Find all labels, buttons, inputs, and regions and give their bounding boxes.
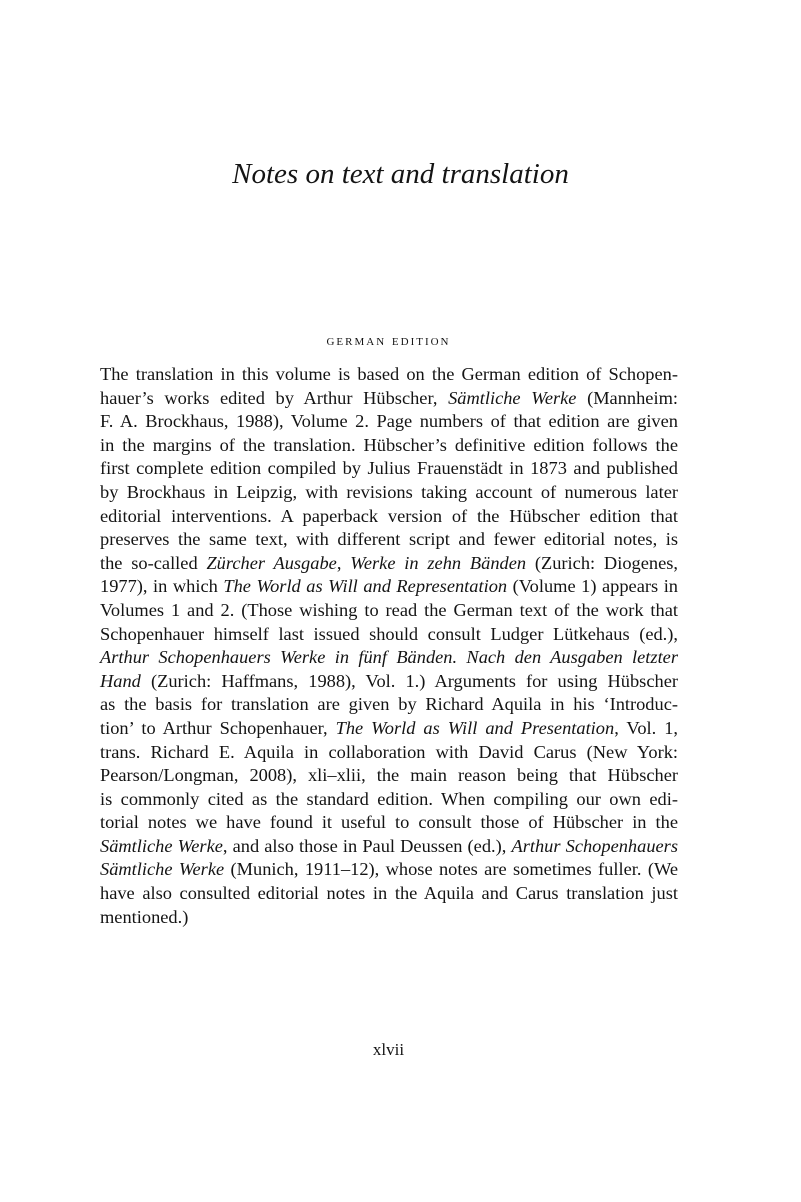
- text-run: The translation in this volume is based on the German edition of Schopen-: [100, 364, 678, 384]
- italic-title-text: Zürcher Ausgabe: [206, 552, 337, 573]
- text-run: by Brockhaus in Leipzig, with revisions taking account of numerous later: [100, 481, 678, 502]
- text-line: [100, 552, 678, 576]
- page-title: Notes on text and translation: [232, 158, 569, 190]
- italic-title-text: The World as Will and Presentation: [335, 717, 615, 738]
- text-run: editorial interventions. A paperback version of the Hübscher edition that: [100, 505, 678, 526]
- text-run: torial notes we have found it useful to consult those of Hübscher in the: [100, 812, 678, 833]
- text-run: trans. Richard E. Aquila in collaboration with David Carus (New York:: [100, 741, 678, 762]
- text-run: Schopenhauer himself last issued should consult Ludger Lütkehaus (ed.),: [100, 623, 678, 644]
- italic-title-text: Arthur Schopenhauers Werke in fünf Bänden. Nach den Ausgaben letzter: [100, 647, 678, 668]
- text-run: , Vol. 1,: [614, 717, 678, 738]
- text-line: [100, 623, 678, 647]
- text-line: [100, 741, 678, 765]
- text-line: [100, 481, 678, 505]
- text-line: [100, 505, 678, 529]
- text-line: [100, 788, 678, 812]
- italic-title-text: Sämtliche Werke: [100, 835, 223, 856]
- italic-title-text: Sämtliche Werke: [100, 859, 225, 880]
- text-run: F. A. Brockhaus, 1988), Volume 2. Page numbers of that edition are given: [100, 411, 678, 432]
- page-number: xlvii: [372, 1040, 405, 1059]
- italic-title-text: Werke in zehn Bänden: [350, 552, 527, 573]
- text-line: [100, 410, 678, 434]
- text-line: [100, 764, 678, 788]
- text-line: [100, 835, 678, 859]
- text-run: , and also those in Paul Deussen (ed.),: [222, 835, 512, 856]
- text-line: [100, 693, 678, 717]
- text-run: as the basis for translation are given by Richard Aquila in his ‘Introduc-: [100, 694, 678, 715]
- body-paragraph: [100, 363, 678, 929]
- text-run: 1977), in which: [100, 576, 224, 597]
- text-run: Volumes 1 and 2. (Those wishing to read the German text of the work that: [100, 599, 678, 620]
- text-line: [100, 528, 678, 552]
- italic-title-text: Hand: [100, 670, 141, 691]
- text-line: [100, 811, 678, 835]
- italic-title-text: Arthur Schopenhauers: [511, 835, 678, 856]
- text-run: ,: [336, 552, 351, 573]
- text-run: (Zurich: Diogenes,: [526, 552, 678, 573]
- text-run: Pearson/Longman, 2008), xli–xlii, the main reason being that Hübscher: [100, 765, 678, 786]
- text-run: (Mannheim:: [576, 387, 678, 408]
- text-line: [100, 906, 678, 930]
- text-line: [100, 387, 678, 411]
- text-run: tion’ to Arthur Schopenhauer,: [100, 717, 336, 738]
- text-line: [100, 717, 678, 741]
- text-line: [100, 670, 678, 694]
- text-run: mentioned.): [100, 906, 189, 927]
- text-line: [100, 575, 678, 599]
- text-run: preserves the same text, with different script and fewer editorial notes, is: [100, 529, 678, 550]
- text-line: [100, 457, 678, 481]
- text-run: (Munich, 1911–12), whose notes are sometimes fuller. (We: [224, 859, 678, 880]
- text-line: [100, 599, 678, 623]
- text-line: [100, 363, 678, 387]
- text-line: [100, 646, 678, 670]
- text-line: [100, 858, 678, 882]
- text-run: the so-called: [100, 552, 207, 573]
- text-run: hauer’s works edited by Arthur Hübscher,: [100, 387, 449, 408]
- text-run: first complete edition compiled by Julius Frauenstädt in 1873 and published: [100, 458, 678, 479]
- text-run: (Zurich: Haffmans, 1988), Vol. 1.) Arguments for using Hübscher: [140, 670, 678, 691]
- text-line: [100, 434, 678, 458]
- text-line: [100, 882, 678, 906]
- text-run: (Volume 1) appears in: [507, 576, 678, 597]
- italic-title-text: Sämtliche Werke: [448, 387, 577, 408]
- italic-title-text: The World as Will and Representation: [223, 576, 508, 597]
- section-heading: german edition: [326, 333, 451, 349]
- text-run: is commonly cited as the standard edition. When compiling our own edi-: [100, 788, 678, 809]
- text-run: have also consulted editorial notes in the Aquila and Carus translation just: [100, 883, 678, 904]
- text-run: in the margins of the translation. Hübscher’s definitive edition follows the: [100, 434, 678, 455]
